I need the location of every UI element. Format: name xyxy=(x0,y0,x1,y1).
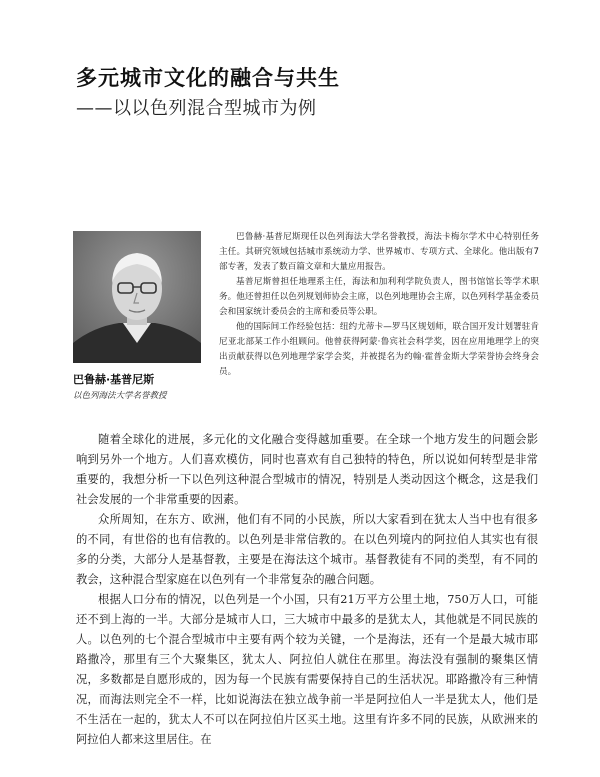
article-subtitle: ——以以色列混合型城市为例 xyxy=(76,98,317,119)
author-bio xyxy=(219,230,539,380)
portrait-image xyxy=(73,231,201,363)
author-name: 巴鲁赫·基普尼斯 xyxy=(73,373,155,386)
body-paragraph: 众所周知，在东方、欧洲，他们有不同的小民族，所以大家看到在犹太人当中也有很多的不同，有世俗的也有信教的。以色列是非常信教的。在以色列境内的阿拉伯人其实也有很多的分类，大部分人是基督教，主要是在海法这个城市。基督教徒有不同的类型，有不同的教会，这种混合型家庭在以色列有一个非常复杂的融合问题。 xyxy=(76,513,538,586)
body-paragraph: 随着全球化的进展，多元化的文化融合变得越加重要。在全球一个地方发生的问题会影响到另外一个地方。人们喜欢模仿，同时也喜欢有自己独特的特色，所以说如何转型是非常重要的，我想分析一下以色列这种混合型城市的情况，特别是人类动因这个概念，这是我们社会发展的一个非常重要的因素。 xyxy=(76,433,538,506)
author-role: 以色列海法大学名誉教授 xyxy=(73,391,167,401)
article-title: 多元城市文化的融合与共生 xyxy=(76,66,340,90)
author-photo xyxy=(73,231,201,363)
bio-paragraph: 巴鲁赫·基普尼斯现任以色列海法大学名誉教授，海法卡梅尔学术中心特别任务主任。其研究领域包括城市系统动力学、世界城市、专项方式、全球化。他出版有7部专著，发表了数百篇文章和大量应用报告。 xyxy=(219,232,539,272)
article-body xyxy=(76,430,538,750)
bio-paragraph: 他的国际间工作经验包括：纽约尤蒂卡—罗马区规划师，联合国开发计划署驻肯尼亚北部某工作小组顾问。他曾获得阿蒙·鲁宾社会科学奖，因在应用地理学上的突出贡献获得以色列地理学家学会奖，并被提名为约翰·霍普金斯大学荣誉协会终身会员。 xyxy=(219,322,539,377)
bio-paragraph: 基普尼斯曾担任地理系主任，海法和加利利学院负责人，图书馆馆长等学术职务。他还曾担任以色列规划师协会主席，以色列地理协会主席，以色列科学基金委员会和国家统计委员会的主席和委员等公职。 xyxy=(219,277,539,317)
body-paragraph: 根据人口分布的情况，以色列是一个小国，只有21万平方公里土地，750万人口，可能还不到上海的一半。大部分是城市人口，三大城市中最多的是犹太人，其他就是不同民族的人。以色列的七个混合型城市中主要有两个较为关键，一个是海法，还有一个是最大城市耶路撒冷，那里有三个大聚集区，犹太人、阿拉伯人就住在那里。海法没有强制的聚集区情况，多数都是自愿形成的，因为每一个民族有需要保持自己的生活状况。耶路撒冷有三种情况，而海法则完全不一样，比如说海法在独立战争前一半是阿拉伯人一半是犹太人，他们是不生活在一起的，犹太人不可以在阿拉伯片区买土地。这里有许多不同的民族，从欧洲来的阿拉伯人都来这里居住。在 xyxy=(76,593,538,746)
